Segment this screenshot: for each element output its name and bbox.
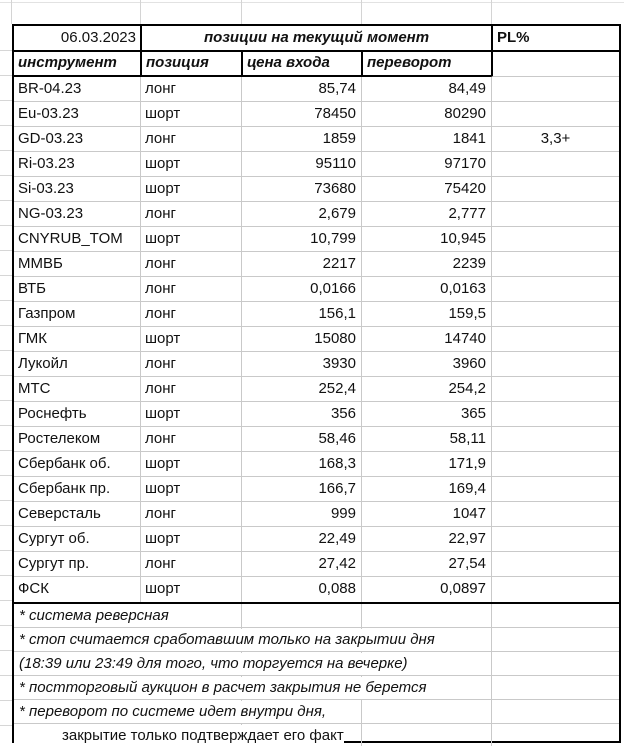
cell-instrument[interactable]: Сбербанк пр. bbox=[18, 480, 111, 497]
cell-position[interactable]: шорт bbox=[140, 577, 241, 602]
cell-position[interactable]: лонг bbox=[140, 552, 241, 576]
column-header-entry[interactable]: цена входа bbox=[241, 52, 361, 77]
note-gridline bbox=[491, 676, 492, 699]
cell-entry-price[interactable]: 0,088 bbox=[241, 577, 361, 602]
cell-position[interactable]: шорт bbox=[140, 477, 241, 501]
cell-flip-price[interactable]: 159,5 bbox=[361, 302, 491, 326]
margin-gridline-vertical bbox=[241, 0, 242, 24]
cell-instrument[interactable]: Сбербанк об. bbox=[18, 455, 111, 472]
cell-entry-price[interactable]: 166,7 bbox=[241, 477, 361, 501]
table-row bbox=[14, 577, 619, 602]
cell-position[interactable]: шорт bbox=[140, 227, 241, 251]
note-text: * стоп считается сработавшим только на закрытии дня bbox=[14, 629, 435, 651]
table-row bbox=[14, 402, 619, 427]
cell-instrument[interactable]: Si-03.23 bbox=[18, 180, 74, 197]
cell-instrument[interactable]: ГМК bbox=[18, 330, 48, 347]
cell-entry-price[interactable]: 73680 bbox=[241, 177, 361, 201]
table-row bbox=[14, 552, 619, 577]
table-row bbox=[14, 302, 619, 327]
cell-position[interactable]: лонг bbox=[140, 252, 241, 276]
note-gridline bbox=[491, 700, 492, 723]
cell-flip-price[interactable]: 80290 bbox=[361, 102, 491, 126]
cell-pl[interactable] bbox=[491, 552, 619, 576]
cell-entry-price[interactable]: 95110 bbox=[241, 152, 361, 176]
table-row bbox=[14, 227, 619, 252]
cell-flip-price[interactable]: 0,0897 bbox=[361, 577, 491, 602]
cell-position[interactable]: лонг bbox=[140, 427, 241, 451]
column-header-row bbox=[14, 52, 619, 77]
pl-header-cell[interactable]: PL% bbox=[497, 29, 530, 46]
cell-pl[interactable] bbox=[491, 377, 619, 401]
cell-pl[interactable] bbox=[491, 152, 619, 176]
note-row[interactable] bbox=[14, 628, 619, 652]
cell-position[interactable]: лонг bbox=[140, 127, 241, 151]
cell-pl[interactable] bbox=[491, 402, 619, 426]
table-row bbox=[14, 102, 619, 127]
cell-entry-price[interactable]: 1859 bbox=[241, 127, 361, 151]
margin-gridline-vertical bbox=[140, 0, 141, 24]
cell-instrument[interactable]: МТС bbox=[18, 380, 51, 397]
column-header-flip[interactable]: переворот bbox=[361, 52, 491, 77]
cell-pl[interactable] bbox=[491, 202, 619, 226]
table-row bbox=[14, 152, 619, 177]
cell-position[interactable]: шорт bbox=[140, 327, 241, 351]
cell-entry-price[interactable]: 168,3 bbox=[241, 452, 361, 476]
cell-entry-price[interactable]: 78450 bbox=[241, 102, 361, 126]
notes-section bbox=[14, 602, 619, 744]
cell-instrument[interactable]: GD-03.23 bbox=[18, 130, 84, 147]
cell-instrument[interactable]: ФСК bbox=[18, 580, 49, 597]
margin-gridline-vertical bbox=[361, 0, 362, 24]
cell-flip-price[interactable]: 365 bbox=[361, 402, 491, 426]
cell-entry-price[interactable]: 0,0166 bbox=[241, 277, 361, 301]
table-row bbox=[14, 427, 619, 452]
note-gridline bbox=[491, 604, 492, 627]
cell-flip-price[interactable]: 2,777 bbox=[361, 202, 491, 226]
table-row bbox=[14, 252, 619, 277]
cell-flip-price[interactable]: 169,4 bbox=[361, 477, 491, 501]
cell-instrument[interactable]: Сургут пр. bbox=[18, 555, 90, 572]
cell-position[interactable]: шорт bbox=[140, 452, 241, 476]
cell-flip-price[interactable]: 27,54 bbox=[361, 552, 491, 576]
margin-gridline-horizontal bbox=[0, 2, 624, 3]
cell-pl[interactable]: 3,3+ bbox=[491, 127, 619, 151]
positions-table bbox=[12, 24, 621, 743]
margin-row-gridlines bbox=[0, 26, 12, 741]
cell-position[interactable]: шорт bbox=[140, 152, 241, 176]
note-row[interactable] bbox=[14, 652, 619, 676]
cell-flip-price[interactable]: 1047 bbox=[361, 502, 491, 526]
note-gridline bbox=[361, 700, 362, 723]
cell-position[interactable]: шорт bbox=[140, 102, 241, 126]
cell-pl[interactable] bbox=[491, 102, 619, 126]
note-text: (18:39 или 23:49 для того, что торгуется на вечерке) bbox=[14, 653, 408, 675]
note-row[interactable] bbox=[14, 676, 619, 700]
cell-flip-price[interactable]: 97170 bbox=[361, 152, 491, 176]
table-row bbox=[14, 277, 619, 302]
table-row bbox=[14, 352, 619, 377]
cell-position[interactable]: лонг bbox=[140, 377, 241, 401]
cell-entry-price[interactable]: 27,42 bbox=[241, 552, 361, 576]
cell-entry-price[interactable]: 58,46 bbox=[241, 427, 361, 451]
cell-pl[interactable] bbox=[491, 352, 619, 376]
table-row bbox=[14, 502, 619, 527]
cell-pl[interactable] bbox=[491, 452, 619, 476]
table-row bbox=[14, 452, 619, 477]
cell-flip-price[interactable]: 3960 bbox=[361, 352, 491, 376]
cell-instrument[interactable]: CNYRUB_TOM bbox=[18, 230, 123, 247]
cell-instrument[interactable]: BR-04.23 bbox=[18, 80, 82, 97]
margin-gridline-vertical bbox=[491, 0, 492, 24]
cell-entry-price[interactable]: 999 bbox=[241, 502, 361, 526]
note-gridline bbox=[361, 604, 362, 627]
cell-flip-price[interactable]: 10,945 bbox=[361, 227, 491, 251]
note-gridline bbox=[241, 604, 242, 627]
column-header-instrument[interactable]: инструмент bbox=[14, 52, 140, 77]
cell-instrument[interactable]: NG-03.23 bbox=[18, 205, 84, 222]
cell-position[interactable]: лонг bbox=[140, 352, 241, 376]
cell-position[interactable]: шорт bbox=[140, 402, 241, 426]
cell-position[interactable]: лонг bbox=[140, 202, 241, 226]
cell-pl[interactable] bbox=[491, 252, 619, 276]
cell-pl[interactable] bbox=[491, 77, 619, 101]
cell-instrument[interactable]: Сургут об. bbox=[18, 530, 90, 547]
cell-position[interactable]: шорт bbox=[140, 527, 241, 551]
table-row bbox=[14, 527, 619, 552]
cell-flip-price[interactable]: 58,11 bbox=[361, 427, 491, 451]
table-row bbox=[14, 77, 619, 102]
table-row bbox=[14, 202, 619, 227]
table-row bbox=[14, 377, 619, 402]
cell-pl[interactable] bbox=[491, 477, 619, 501]
cell-pl[interactable] bbox=[491, 177, 619, 201]
cell-entry-price[interactable]: 356 bbox=[241, 402, 361, 426]
cell-pl[interactable] bbox=[491, 327, 619, 351]
note-gridline bbox=[491, 724, 492, 746]
cell-flip-price[interactable]: 75420 bbox=[361, 177, 491, 201]
table-body bbox=[14, 77, 619, 602]
cell-pl[interactable] bbox=[491, 277, 619, 301]
cell-flip-price[interactable]: 2239 bbox=[361, 252, 491, 276]
table-title-cell[interactable]: позиции на текущий момент bbox=[142, 26, 493, 50]
cell-flip-price[interactable]: 171,9 bbox=[361, 452, 491, 476]
cell-pl[interactable] bbox=[491, 502, 619, 526]
cell-entry-price[interactable]: 85,74 bbox=[241, 77, 361, 101]
table-row bbox=[14, 477, 619, 502]
table-row bbox=[14, 177, 619, 202]
cell-entry-price[interactable]: 2217 bbox=[241, 252, 361, 276]
cell-flip-price[interactable]: 22,97 bbox=[361, 527, 491, 551]
note-text: закрытие только подтверждает его факт bbox=[14, 725, 344, 746]
cell-flip-price[interactable]: 1841 bbox=[361, 127, 491, 151]
cell-entry-price[interactable]: 10,799 bbox=[241, 227, 361, 251]
cell-flip-price[interactable]: 0,0163 bbox=[361, 277, 491, 301]
cell-entry-price[interactable]: 22,49 bbox=[241, 527, 361, 551]
cell-entry-price[interactable]: 15080 bbox=[241, 327, 361, 351]
cell-pl[interactable] bbox=[491, 427, 619, 451]
note-row[interactable] bbox=[14, 604, 619, 628]
note-text: * постторговый аукцион в расчет закрытия не берется bbox=[14, 677, 426, 699]
note-text: * переворот по системе идет внутри дня, bbox=[14, 701, 326, 723]
cell-position[interactable]: шорт bbox=[140, 177, 241, 201]
cell-entry-price[interactable]: 252,4 bbox=[241, 377, 361, 401]
cell-entry-price[interactable]: 2,679 bbox=[241, 202, 361, 226]
cell-position[interactable]: лонг bbox=[140, 77, 241, 101]
cell-instrument[interactable]: Роснефть bbox=[18, 405, 87, 422]
note-gridline bbox=[491, 628, 492, 651]
cell-position[interactable]: лонг bbox=[140, 302, 241, 326]
cell-pl[interactable] bbox=[491, 227, 619, 251]
cell-instrument[interactable]: Eu-03.23 bbox=[18, 105, 79, 122]
cell-instrument[interactable]: Газпром bbox=[18, 305, 76, 322]
cell-instrument[interactable]: Ростелеком bbox=[18, 430, 101, 447]
cell-entry-price[interactable]: 156,1 bbox=[241, 302, 361, 326]
table-row bbox=[14, 327, 619, 352]
cell-flip-price[interactable]: 254,2 bbox=[361, 377, 491, 401]
cell-pl[interactable] bbox=[491, 577, 619, 602]
cell-pl[interactable] bbox=[491, 527, 619, 551]
note-row[interactable] bbox=[14, 700, 619, 724]
cell-instrument[interactable]: Лукойл bbox=[18, 355, 68, 372]
column-header-empty[interactable] bbox=[491, 52, 619, 77]
cell-entry-price[interactable]: 3930 bbox=[241, 352, 361, 376]
table-row bbox=[14, 127, 619, 152]
cell-instrument[interactable]: Северсталь bbox=[18, 505, 101, 522]
date-cell[interactable]: 06.03.2023 bbox=[14, 26, 142, 50]
table-title-row bbox=[14, 26, 619, 52]
cell-position[interactable]: лонг bbox=[140, 502, 241, 526]
cell-position[interactable]: лонг bbox=[140, 277, 241, 301]
note-gridline bbox=[491, 652, 492, 675]
margin-gridline-vertical bbox=[11, 0, 12, 24]
note-gridline bbox=[361, 724, 362, 746]
cell-pl[interactable] bbox=[491, 302, 619, 326]
cell-flip-price[interactable]: 84,49 bbox=[361, 77, 491, 101]
column-header-position[interactable]: позиция bbox=[140, 52, 241, 77]
cell-instrument[interactable]: ВТБ bbox=[18, 280, 47, 297]
note-text: * система реверсная bbox=[14, 605, 169, 627]
note-row[interactable] bbox=[14, 724, 619, 746]
cell-flip-price[interactable]: 14740 bbox=[361, 327, 491, 351]
cell-instrument[interactable]: Ri-03.23 bbox=[18, 155, 75, 172]
cell-instrument[interactable]: ММВБ bbox=[18, 255, 63, 272]
